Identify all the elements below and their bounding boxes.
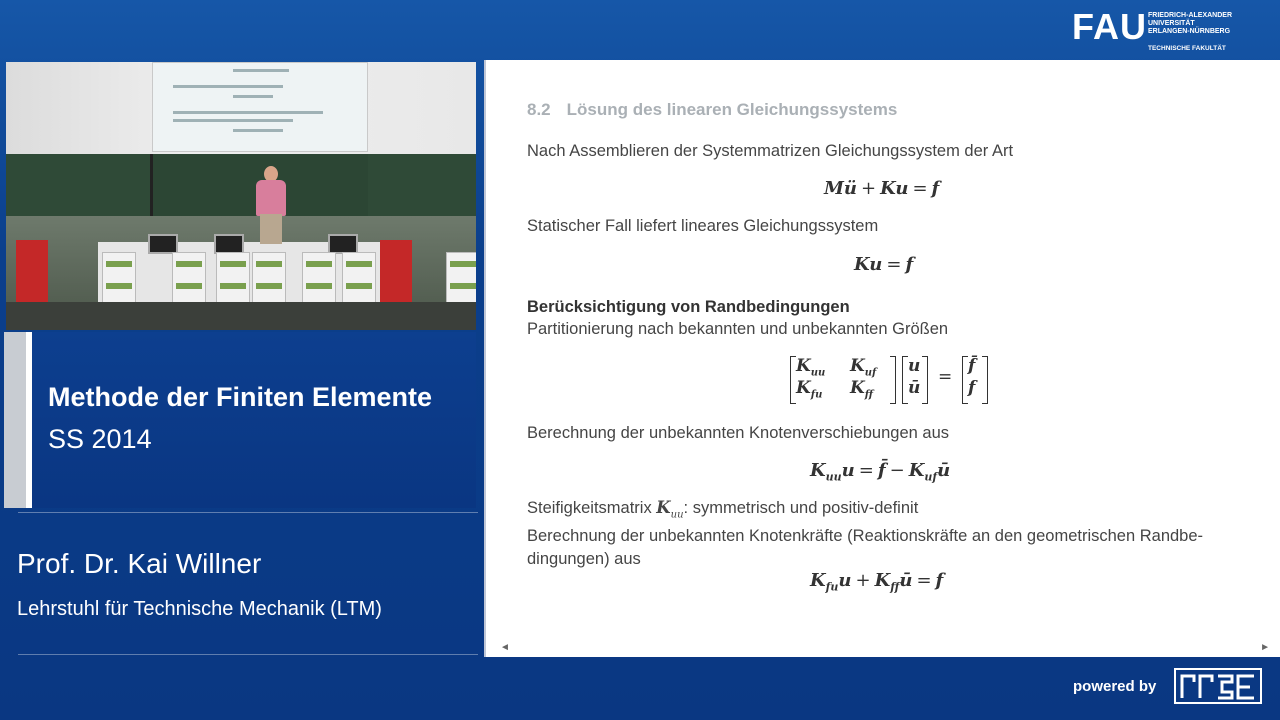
matrix-cell: $K_{fu}$	[796, 378, 823, 401]
title-accent-line	[26, 332, 32, 508]
fau-university-name	[1148, 12, 1244, 36]
section-title: Lösung des linearen Gleichungssystems	[566, 100, 898, 119]
powered-by-label: powered by	[1073, 678, 1157, 695]
fau-line: ERLANGEN-NÜRNBERG	[1148, 28, 1231, 35]
projected-slide	[152, 62, 368, 152]
title-accent-bar	[4, 332, 26, 508]
poster	[216, 252, 250, 306]
monitor-icon	[328, 234, 358, 254]
lecture-slide	[484, 60, 1280, 657]
nav-right-icon[interactable]: ►	[1260, 642, 1270, 653]
slide-text: dingungen) aus	[527, 550, 641, 568]
poster	[102, 252, 136, 306]
section-heading	[527, 100, 897, 120]
fau-line: FRIEDRICH-ALEXANDER	[1148, 12, 1232, 19]
section-number: 8.2	[527, 100, 551, 119]
vector-cell: ū	[908, 378, 921, 398]
hall-floor	[6, 302, 476, 330]
rrze-logo-icon	[1174, 668, 1262, 704]
monitor-icon	[148, 234, 178, 254]
monitor-icon	[214, 234, 244, 254]
semester: SS 2014	[48, 424, 152, 454]
divider	[18, 654, 478, 655]
vector-cell: f̄	[968, 356, 976, 376]
lecturer-body	[256, 180, 286, 216]
lecture-video[interactable]	[6, 62, 476, 330]
fau-logo	[1072, 8, 1242, 56]
poster	[252, 252, 286, 306]
vector-cell: f	[968, 378, 976, 398]
divider	[18, 512, 478, 513]
slide-text: Partitionierung nach bekannten und unbekannten Größen	[527, 320, 949, 338]
lecturer-legs	[260, 214, 282, 244]
slide-text: Berechnung der unbekannten Knotenverschiebungen aus	[527, 424, 949, 442]
matrix-cell: $K_{uf}$	[850, 356, 877, 379]
course-title: Methode der Finiten Elemente	[48, 382, 433, 412]
slide-text: Berechnung der unbekannten Knotenkräfte (Reaktionskräfte an den geometrischen Randbe-	[527, 527, 1204, 545]
nav-left-icon[interactable]: ◄	[500, 642, 510, 653]
poster	[446, 252, 476, 306]
professor-name: Prof. Dr. Kai Willner	[17, 548, 262, 579]
slide-subheading: Berücksichtigung von Randbedingungen	[527, 298, 850, 316]
matrix-cell: $K_{uu}$	[796, 356, 826, 379]
vector-cell: u	[908, 356, 921, 376]
poster	[172, 252, 206, 306]
equation-motion: Mü + Ku = f	[824, 178, 940, 199]
slide-text: Nach Assemblieren der Systemmatrizen Gleichungssystem der Art	[527, 142, 1014, 160]
top-bar	[0, 0, 1280, 60]
equals-sign: =	[938, 367, 953, 387]
fau-wordmark: FAU	[1072, 6, 1147, 47]
equation-reactions: $K_{fu}u$ + $K_{ff}ū = f$	[810, 570, 944, 594]
fau-line: UNIVERSITÄT	[1148, 20, 1195, 27]
equation-static: Ku = f	[854, 254, 914, 275]
equation-displacements: $K_{uu}u$ = f̄ − $K_{uf}ū$	[810, 460, 951, 484]
slide-text: Steifigkeitsmatrix $K_{uu}$: symmetrisch und positiv-definit	[527, 498, 919, 521]
fau-faculty: TECHNISCHE FAKULTÄT	[1148, 45, 1226, 52]
chair-name: Lehrstuhl für Technische Mechanik (LTM)	[17, 598, 382, 620]
course-title-panel	[4, 332, 476, 508]
poster	[342, 252, 376, 306]
banner	[380, 240, 412, 302]
partitioned-matrix-equation	[786, 356, 998, 404]
slide-text: Statischer Fall liefert lineares Gleichungssystem	[527, 217, 879, 235]
matrix-cell: $K_{ff}$	[850, 378, 874, 401]
poster	[302, 252, 336, 306]
chalkboard-left	[6, 154, 150, 216]
banner	[16, 240, 48, 302]
chalkboard-right	[368, 154, 476, 216]
